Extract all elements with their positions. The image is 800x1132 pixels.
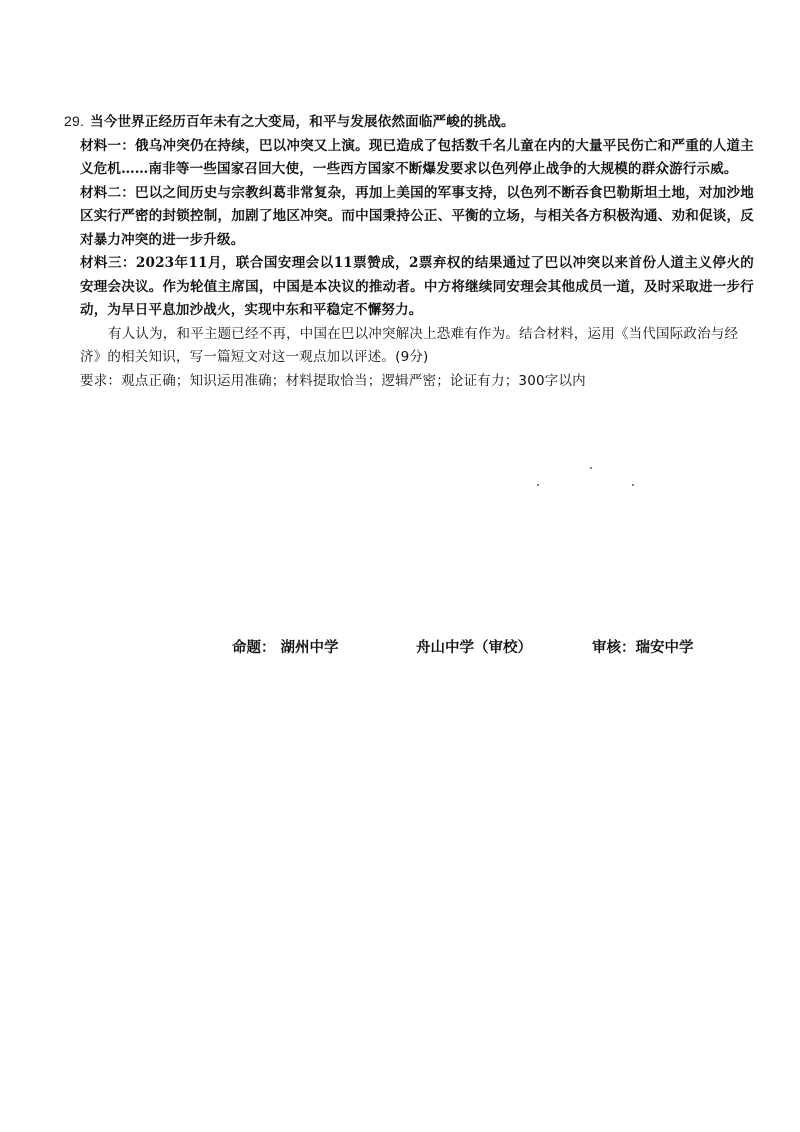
essay-task: 有人认为，和平主题已经不再，中国在巴以冲突解决上恐难有作为。结合材料，运用《当代国际政治与经济》的相关知识，写一篇短文对这一观点加以评述。(9分) bbox=[80, 325, 739, 365]
scan-speck bbox=[590, 467, 592, 469]
question-29 bbox=[64, 110, 754, 393]
question-number: 29. bbox=[64, 113, 85, 129]
essay-requirements: 要求：观点正确；知识运用准确；材料提取恰当；逻辑严密；论证有力；300字以内 bbox=[80, 372, 586, 389]
footer-checker: 审核：瑞安中学 bbox=[592, 640, 694, 656]
question-header bbox=[64, 110, 754, 135]
footer-author: 命题： 湖州中学 bbox=[232, 640, 339, 656]
material-two: 材料二：巴以之间历史与宗教纠葛非常复杂，再加上美国的军事支持，以色列不断吞食巴勒斯坦土地，对加沙地区实行严密的封锁控制，加剧了地区冲突。而中国秉持公正、平衡的立场，与相关各方积极沟通、劝和促谈，反对暴力冲突的进一步升级。 bbox=[80, 184, 754, 248]
question-stem: 当今世界正经历百年未有之大变局，和平与发展依然面临严峻的挑战。 bbox=[90, 114, 515, 130]
material-three: 材料三：2023年11月，联合国安理会以11票赞成，2票弃权的结果通过了巴以冲突以来首份人道主义停火的安理会决议。作为轮值主席国，中国是本决议的推动者。中方将继续同安理会其他成员一道，及时采取进一步行动，为早日平息加沙战火，实现中东和平稳定不懈努力。 bbox=[80, 255, 754, 318]
scan-speck bbox=[632, 484, 634, 486]
footer-reviewer: 舟山中学（审校） bbox=[416, 640, 532, 656]
scan-speck bbox=[537, 484, 539, 486]
material-one: 材料一：俄乌冲突仍在持续，巴以冲突又上演。现已造成了包括数千名儿童在内的大量平民伤亡和严重的人道主义危机……南非等一些国家召回大使，一些西方国家不断爆发要求以色列停止战争的大规模的群众游行示威。 bbox=[80, 137, 754, 177]
